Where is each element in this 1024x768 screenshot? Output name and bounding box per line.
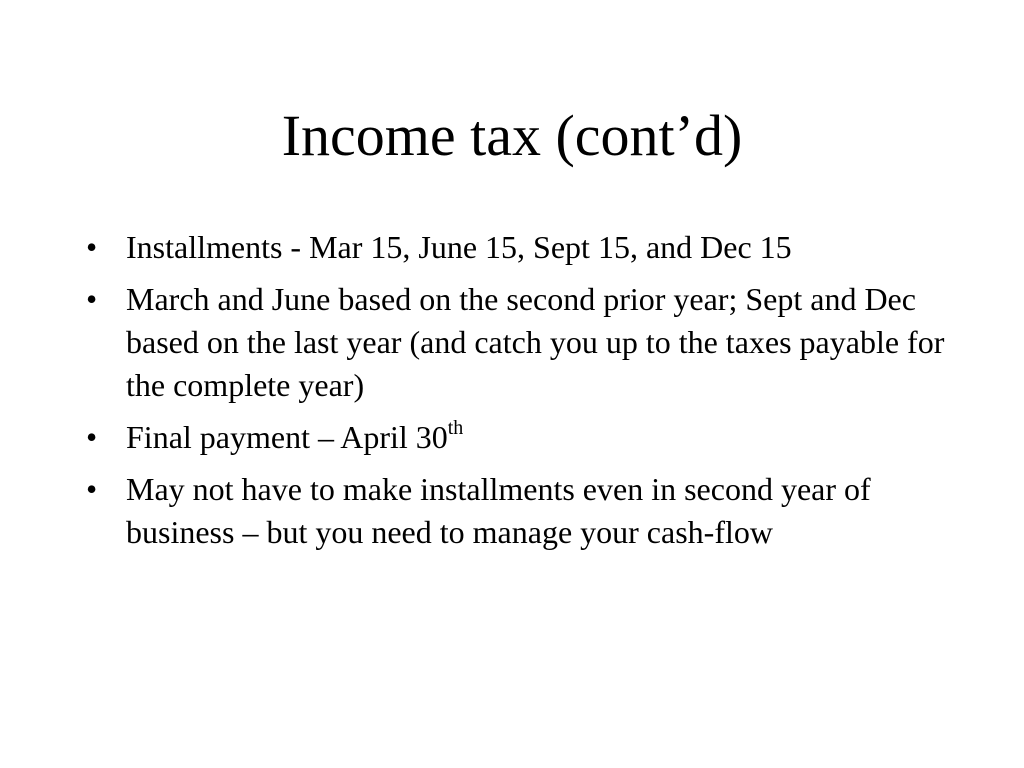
ordinal-superscript: th	[447, 417, 464, 439]
slide-title: Income tax (cont’d)	[281, 103, 743, 168]
bullet-list	[86, 226, 956, 563]
bullet-text: March and June based on the second prior year; Sept and Dec based on the last year (and catch you up to the taxes payable for the complete year)	[126, 281, 945, 403]
bullet-item-final-payment	[86, 416, 956, 459]
bullet-icon: •	[86, 419, 98, 455]
bullet-item-may-not	[86, 468, 956, 554]
bullet-text: Installments - Mar 15, June 15, Sept 15, and Dec 15	[126, 229, 792, 265]
bullet-item-march-june	[86, 278, 956, 407]
bullet-text: May not have to make installments even in second year of business – but you need to manage your cash-flow	[126, 471, 871, 550]
bullet-icon: •	[86, 229, 98, 265]
bullet-icon: •	[86, 471, 98, 507]
bullet-icon: •	[86, 281, 98, 317]
bullet-text: Final payment – April 30	[126, 419, 448, 455]
bullet-item-installments	[86, 226, 956, 269]
